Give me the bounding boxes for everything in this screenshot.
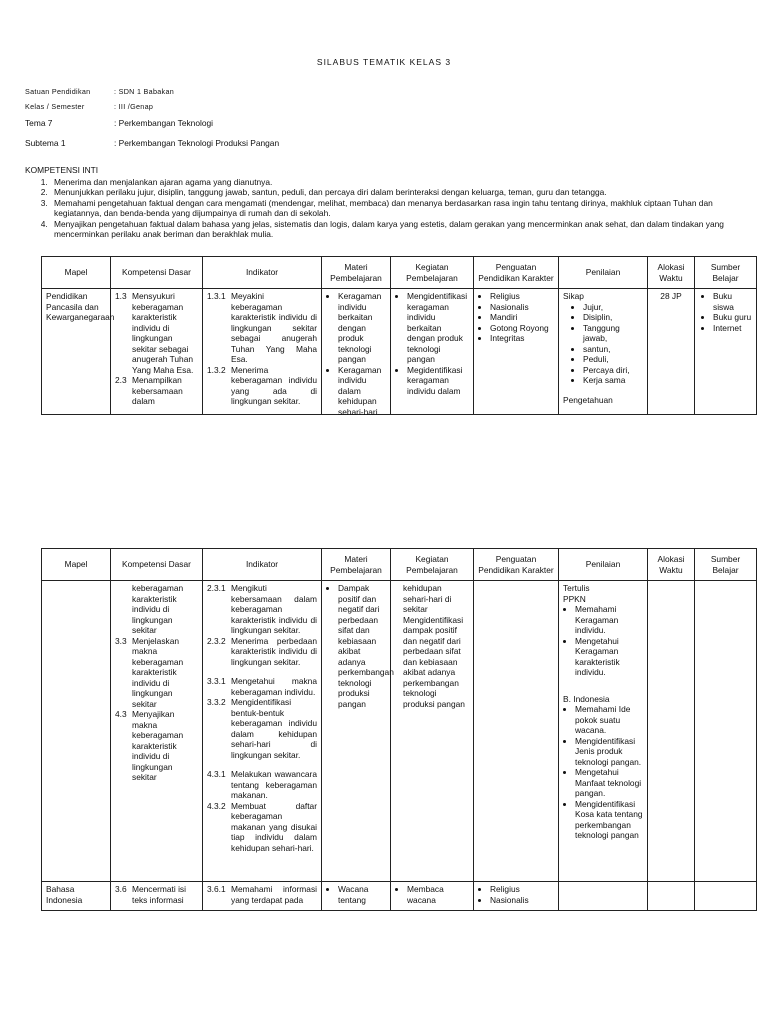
ki-title: KOMPETENSI INTI [25, 165, 99, 175]
sumber-item: • Buku siswa [713, 291, 752, 312]
penilaian-item: • Tanggung jawab, [583, 323, 643, 344]
kd-item: 3.3 Menjelaskan makna keberagaman karakteristik individu di lingkungan sekitar [115, 635, 184, 709]
header-penilaian: Penilaian [559, 257, 648, 289]
materi-item: • Dampak positif dan negatif dari perbedaan sifat dan kebiasaan akibat adanya perkembangan teknologi produksi pangan [338, 583, 386, 709]
cell-mapel [46, 583, 106, 879]
cell-kd [115, 583, 198, 879]
penilaian-item: • Percaya diri, [583, 365, 643, 376]
header-materi: Materi Pembelajaran [322, 549, 391, 581]
penilaian-head: Tertulis [563, 583, 590, 593]
cell-materi [326, 583, 394, 879]
table-row [42, 581, 757, 882]
cell-kd [115, 884, 198, 908]
kd-continuation: keberagaman karakteristik individu di lingkungan sekitar [132, 583, 184, 635]
karakter-item: • Nasionalis [490, 895, 554, 906]
header-indikator: Indikator [203, 549, 322, 581]
cell-materi [326, 884, 386, 908]
syllabus-table-2 [41, 548, 757, 911]
header-kegiatan: Kegiatan Pembelajaran [391, 257, 474, 289]
sumber-item: • Buku guru [713, 312, 752, 323]
cell-indikator [207, 884, 317, 908]
indikator-item: 3.6.1 Memahami informasi yang terdapat pada [207, 884, 317, 905]
syllabus-table-1 [41, 256, 757, 415]
meta-value: : Perkembangan Teknologi [114, 118, 214, 128]
cell-alokasi: 28 JP [660, 291, 682, 301]
header-penguatan: Penguatan Pendidikan Karakter [474, 549, 559, 581]
penilaian-item: • Memahami Ide pokok suatu wacana. [575, 704, 643, 736]
karakter-item: • Religius [490, 291, 554, 302]
table-row [42, 882, 757, 911]
meta-value: : SDN 1 Babakan [114, 87, 175, 96]
table-header-row [42, 549, 757, 581]
cell-mapel: Bahasa Indonesia [46, 884, 83, 905]
header-sumber: Sumber Belajar [695, 257, 757, 289]
ki-item: 3. Memahami pengetahuan faktual dengan cara mengamati (mendengar, melihat, membaca) dan menanya berdasarkan rasa ingin tahu tentang dirinya, makhluk ciptaan Tuhan dan kegiatannya, dan benda-benda yang dijumpainya di rumah dan di sekolah. [50, 198, 740, 219]
header-kd: Kompetensi Dasar [111, 257, 203, 289]
meta-value: : III /Genap [114, 102, 154, 111]
kd-item: 1.3 Mensyukuri keberagaman karakteristik individu di lingkungan sekitar sebagai anugerah Tuhan Yang Maha Esa. [115, 291, 194, 375]
header-sumber: Sumber Belajar [695, 549, 757, 581]
header-mapel: Mapel [42, 257, 111, 289]
header-mapel: Mapel [42, 549, 111, 581]
header-penguatan: Penguatan Pendidikan Karakter [474, 257, 559, 289]
materi-item: • Keragaman individu dalam kehidupan sehari-hari. [338, 365, 386, 418]
penilaian-item: • Peduli, [583, 354, 643, 365]
document-title: SILABUS TEMATIK KELAS 3 [316, 57, 452, 67]
cell-penguatan [478, 884, 554, 908]
kd-item: 2.3 Menampilkan kebersamaan dalam [115, 375, 183, 406]
penilaian-item: • Mengetahui Keragaman karakteristik individu. [575, 636, 643, 678]
cell-sumber [699, 583, 752, 879]
karakter-item: • Gotong Royong [490, 323, 554, 334]
meta-key: Satuan Pendidikan [25, 87, 91, 96]
kompetensi-inti [25, 165, 740, 240]
sumber-item: • Internet [713, 323, 752, 334]
cell-mapel: Pendidikan Pancasila dan Kewarganegaraan [46, 291, 115, 322]
cell-kd [115, 291, 198, 412]
penilaian-head: Sikap [563, 291, 584, 301]
karakter-item: • Integritas [490, 333, 554, 344]
cell-materi [326, 291, 386, 417]
cell-alokasi [652, 884, 690, 908]
penilaian-item: • Mengidentifikasi Jenis produk teknologi pangan. [575, 736, 643, 768]
meta-value: : Perkembangan Teknologi Produksi Pangan [114, 138, 280, 148]
cell-indikator [207, 583, 317, 879]
cell-indikator [207, 291, 317, 412]
karakter-item: • Religius [490, 884, 554, 895]
karakter-item: • Nasionalis [490, 302, 554, 313]
table-header-row [42, 257, 757, 289]
penilaian-sub: PPKN [563, 593, 586, 604]
header-kd: Kompetensi Dasar [111, 549, 203, 581]
indikator-item: 2.3.2 Menerima perbedaan karakteristik individu di lingkungan sekitar. [207, 635, 317, 667]
indikator-item: 3.3.2 Mengidentifikasi bentuk-bentuk keberagaman individu dalam kehidupan sehari-hari di lingkungan sekitar. [207, 697, 317, 760]
cell-kegiatan [395, 583, 469, 879]
cell-alokasi [652, 583, 690, 879]
penilaian-item: • Memahami Keragaman individu. [575, 604, 643, 636]
header-penilaian: Penilaian [559, 549, 648, 581]
cell-sumber [699, 291, 752, 412]
kegiatan-item: • Mengidentifikasi keragaman individu berkaitan dengan produk teknologi pangan [407, 291, 469, 365]
kd-item: 4.3 Menyajikan makna keberagaman karakteristik individu di lingkungan sekitar [115, 709, 184, 782]
meta-key: Tema 7 [25, 118, 53, 128]
kegiatan-continuation: kehidupan sehari-hari di sekitar [403, 583, 452, 614]
penilaian-item: • Mengidentifikasi Kosa kata tentang perkembangan teknologi pangan [575, 799, 643, 841]
cell-sumber [699, 884, 752, 908]
penilaian-item: • Kerja sama [583, 375, 643, 386]
karakter-item: • Mandiri [490, 312, 554, 323]
kd-item: 3.6 Mencermati isi teks informasi [115, 884, 186, 905]
cell-kegiatan [395, 884, 469, 908]
indikator-item: 3.3.1 Mengetahui makna keberagaman individu. [207, 676, 317, 697]
meta-key: Subtema 1 [25, 138, 66, 148]
meta-key: Kelas / Semester [25, 102, 85, 111]
cell-penilaian [563, 291, 643, 412]
penilaian-item: • Mengetahui Manfaat teknologi pangan. [575, 767, 643, 799]
indikator-item: 1.3.2 Menerima keberagaman individu yang ada di lingkungan sekitar. [207, 364, 317, 406]
penilaian-foot: Pengetahuan [563, 394, 613, 405]
kegiatan-item: • Membaca wacana [407, 884, 469, 905]
cell-penguatan [478, 291, 554, 412]
kegiatan-item: • Megidentifikasi keragaman individu dalam [407, 365, 469, 397]
materi-item: • Keragaman individu berkaitan dengan produk teknologi pangan [338, 291, 386, 365]
cell-penilaian [563, 583, 643, 879]
header-indikator: Indikator [203, 257, 322, 289]
cell-penilaian [563, 884, 643, 908]
ki-list [25, 177, 740, 240]
ki-item: 1. Menerima dan menjalankan ajaran agama yang dianutnya. [50, 177, 740, 188]
indikator-item: 4.3.1 Melakukan wawancara tentang keberagaman makanan. [207, 769, 317, 800]
ki-item: 2. Menunjukkan perilaku jujur, disiplin, tanggung jawab, santun, peduli, dan percaya diri dalam berinteraksi dengan keluarga, teman, guru dan tetangga. [50, 187, 740, 198]
header-alokasi: Alokasi Waktu [648, 549, 695, 581]
kegiatan-text: Mengidentifikasi dampak positif dan negatif dari perbedaan sifat dan kebiasaan akibat adanya perkembangan teknologi produksi pangan [403, 614, 465, 709]
header-alokasi: Alokasi Waktu [648, 257, 695, 289]
header-materi: Materi Pembelajaran [322, 257, 391, 289]
indikator-item: 4.3.2 Membuat daftar keberagaman makanan yang disukai tiap individu dalam kehidupan sehari-hari. [207, 800, 317, 853]
header-kegiatan: Kegiatan Pembelajaran [391, 549, 474, 581]
materi-item: • Wacana tentang [338, 884, 386, 905]
penilaian-item: • Jujur, [583, 302, 643, 313]
penilaian-sub: B. Indonesia [563, 693, 610, 704]
indikator-item: 1.3.1 Meyakini keberagaman karakteristik individu di lingkungan sekitar sebagai anugerah Tuhan Yang Maha Esa. [207, 291, 317, 364]
ki-item: 4. Menyajikan pengetahuan faktual dalam bahasa yang jelas, sistematis dan logis, dalam karya yang estetis, dalam gerakan yang mencerminkan anak sehat, dan dalam tindakan yang mencerminkan perilaku anak beriman dan berakhlak mulia. [50, 219, 740, 240]
cell-penguatan [478, 583, 554, 879]
indikator-item: 2.3.1 Mengikuti kebersamaan dalam keberagaman karakteristik individu di lingkungan sekitar. [207, 583, 317, 635]
table-row [42, 289, 757, 415]
cell-kegiatan [395, 291, 469, 412]
penilaian-item: • santun, [583, 344, 643, 355]
penilaian-item: • Disiplin, [583, 312, 643, 323]
